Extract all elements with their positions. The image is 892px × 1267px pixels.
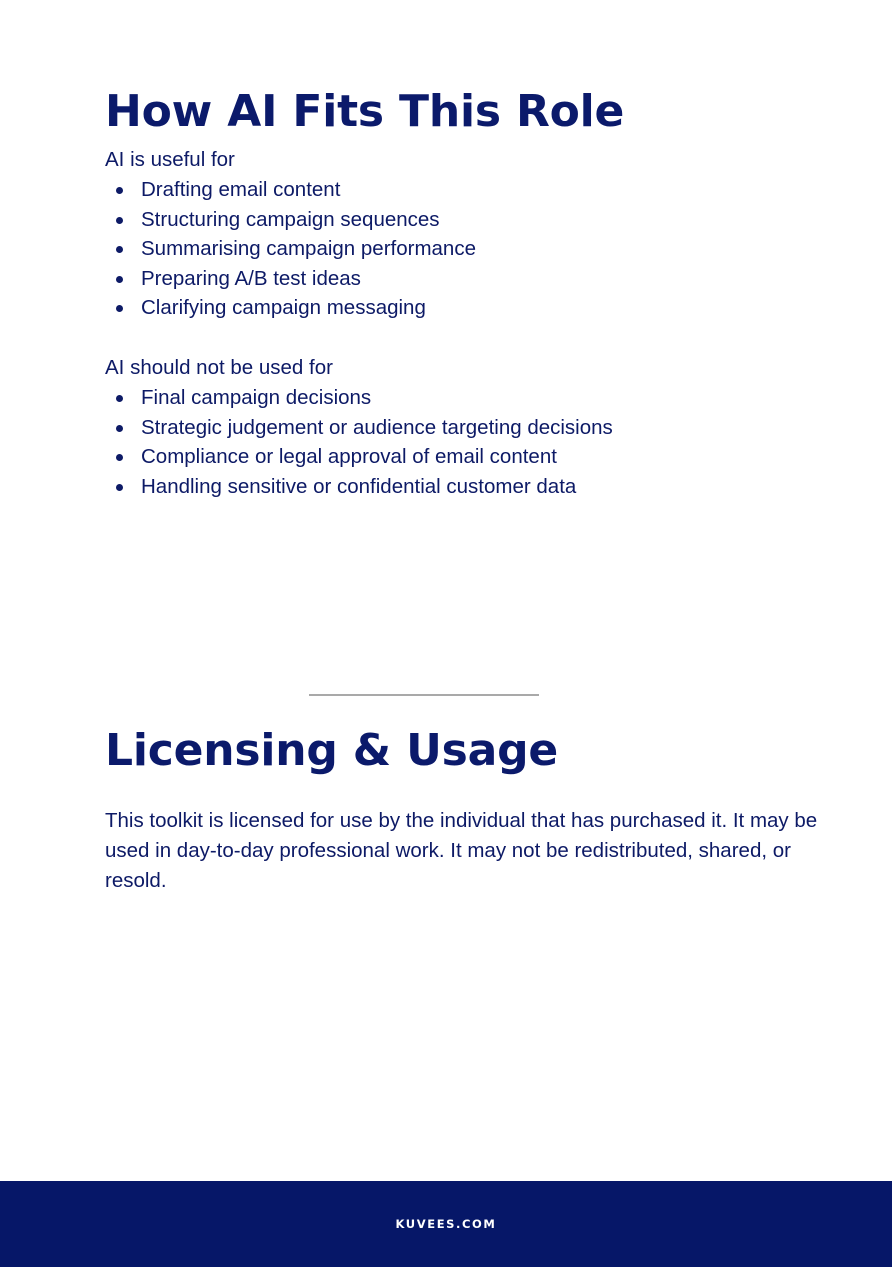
section-title-ai-role: How AI Fits This Role	[105, 86, 625, 137]
list-item-text: Clarifying campaign messaging	[141, 296, 426, 320]
list-item-text: Structuring campaign sequences	[141, 207, 440, 231]
list-item-text: Strategic judgement or audience targeting decisions	[141, 415, 613, 439]
bullet-icon	[116, 305, 123, 312]
not-use-intro: AI should not be used for	[105, 356, 333, 379]
bullet-icon	[116, 246, 123, 253]
list-item	[105, 383, 613, 413]
list-item	[105, 472, 613, 502]
bullet-icon	[116, 187, 123, 194]
list-item	[105, 442, 613, 472]
list-item-text: Final campaign decisions	[141, 386, 372, 409]
bullet-icon	[116, 454, 123, 461]
useful-for-list	[105, 175, 476, 323]
bullet-icon	[116, 276, 123, 283]
bullet-icon	[116, 217, 123, 224]
not-use-list	[105, 383, 613, 501]
list-item-text: Compliance or legal approval of email content	[141, 445, 557, 469]
bullet-icon	[116, 484, 123, 491]
bullet-icon	[116, 425, 123, 432]
list-item-text: Handling sensitive or confidential customer data	[141, 474, 577, 498]
list-item	[105, 205, 476, 235]
list-item-text: Preparing A/B test ideas	[141, 266, 361, 290]
footer-site-label: KUVEES.COM	[395, 1217, 497, 1231]
licensing-paragraph: This toolkit is licensed for use by the individual that has purchased it. It may be used in day-to-day professional work. It may not be redistributed, shared, or resold.	[105, 809, 818, 892]
list-item	[105, 234, 476, 264]
list-item-text: Drafting email content	[141, 178, 341, 201]
section-title-licensing: Licensing & Usage	[105, 725, 559, 776]
list-item	[105, 175, 476, 205]
list-item	[105, 293, 476, 323]
list-item	[105, 264, 476, 294]
section-divider	[309, 694, 539, 696]
useful-for-intro: AI is useful for	[105, 148, 235, 171]
bullet-icon	[116, 395, 123, 402]
footer-bar	[0, 1181, 892, 1267]
list-item-text: Summarising campaign performance	[141, 237, 476, 261]
list-item	[105, 413, 613, 443]
